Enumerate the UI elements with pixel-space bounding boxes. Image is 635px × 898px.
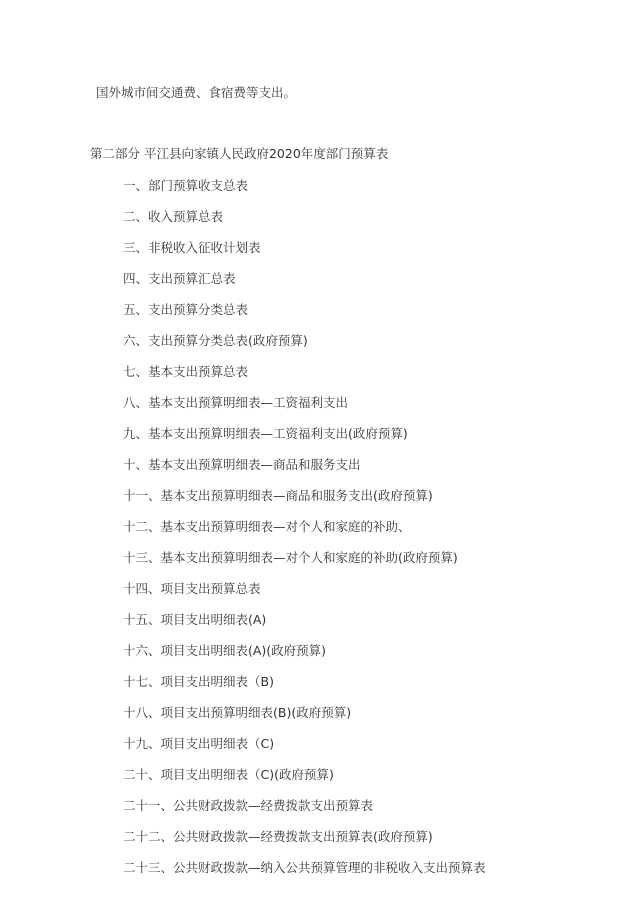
- toc-item: 十四、项目支出预算总表: [123, 581, 261, 596]
- toc-item: 十七、项目支出明细表（B): [123, 674, 274, 689]
- section-title: 第二部分 平江县向家镇人民政府2020年度部门预算表: [90, 146, 389, 161]
- toc-item: 十二、基本支出预算明细表—对个人和家庭的补助、: [123, 519, 411, 534]
- toc-item: 八、基本支出预算明细表—工资福利支出: [123, 395, 349, 410]
- toc-item: 五、支出预算分类总表: [123, 302, 249, 317]
- toc-item: 十五、项目支出明细表(A): [123, 612, 267, 627]
- toc-item: 一、部门预算收支总表: [123, 178, 249, 193]
- toc-item: 四、支出预算汇总表: [123, 271, 236, 286]
- toc-item: 九、基本支出预算明细表—工资福利支出(政府预算): [123, 426, 408, 441]
- toc-item: 十、基本支出预算明细表—商品和服务支出: [123, 457, 361, 472]
- toc-item: 七、基本支出预算总表: [123, 364, 249, 379]
- toc-item: 十六、项目支出明细表(A)(政府预算): [123, 643, 327, 658]
- toc-item: 二、收入预算总表: [123, 209, 224, 224]
- toc-item: 六、支出预算分类总表(政府预算): [123, 333, 308, 348]
- toc-item: 十三、基本支出预算明细表—对个人和家庭的补助(政府预算): [123, 550, 458, 565]
- toc-item: 三、非税收入征收计划表: [123, 240, 261, 255]
- toc-item: 二十三、公共财政拨款—纳入公共预算管理的非税收入支出预算表: [123, 860, 486, 875]
- toc-item: 十八、项目支出预算明细表(B)(政府预算): [123, 705, 352, 720]
- toc-item: 十九、项目支出明细表（C): [123, 736, 275, 751]
- toc-item: 二十一、公共财政拨款—经费拨款支出预算表: [123, 798, 374, 813]
- toc-item: 十一、基本支出预算明细表—商品和服务支出(政府预算): [123, 488, 433, 503]
- toc-list: [123, 177, 486, 890]
- toc-item: 二十二、公共财政拨款—经费拨款支出预算表(政府预算): [123, 829, 433, 844]
- toc-item: 二十、项目支出明细表（C)(政府预算): [123, 767, 334, 782]
- intro-paragraph: 国外城市间交通费、食宿费等支出。: [96, 85, 297, 100]
